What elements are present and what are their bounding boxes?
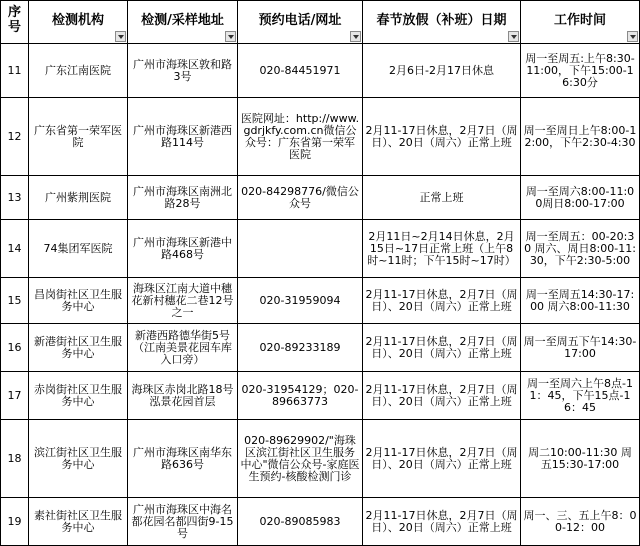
row-no: 15 <box>1 278 29 324</box>
header-addr: 检测/采样地址 <box>128 1 238 44</box>
row-holiday: 2月11-17日休息，2月7日（周日）、20日（周六）正常上班 <box>363 372 521 420</box>
header-holiday: 春节放假（补班）日期 <box>363 1 521 44</box>
header-no: 序号 <box>1 1 29 44</box>
row-hours: 周一至周六8:00-11:00周日8:00-17:00 <box>521 176 640 220</box>
row-holiday: 2月11-17日休息，2月7日（周日）、20日（周六）正常上班 <box>363 98 521 176</box>
row-holiday: 2月11-17日休息，2月7日（周日）、20日（周六）正常上班 <box>363 420 521 498</box>
row-contact: 020-84298776/微信公众号 <box>238 176 363 220</box>
table-row <box>1 420 640 498</box>
row-no: 18 <box>1 420 29 498</box>
table-row <box>1 278 640 324</box>
row-hours: 周一至周五14:30-17:00 周六8:00-11:30 <box>521 278 640 324</box>
row-no: 13 <box>1 176 29 220</box>
filter-dropdown-icon[interactable] <box>508 31 519 42</box>
header-org: 检测机构 <box>29 1 128 44</box>
row-org: 74集团军医院 <box>29 220 128 278</box>
row-no: 14 <box>1 220 29 278</box>
row-org: 昌岗街社区卫生服务中心 <box>29 278 128 324</box>
header-hours: 工作时间 <box>521 1 640 44</box>
filter-dropdown-icon[interactable] <box>350 31 361 42</box>
table-row <box>1 372 640 420</box>
row-org: 赤岗街社区卫生服务中心 <box>29 372 128 420</box>
row-addr: 广州市海珠区南洲北路28号 <box>128 176 238 220</box>
row-addr: 广州市海珠区敦和路3号 <box>128 44 238 98</box>
row-addr: 海珠区赤岗北路18号泓景花园首层 <box>128 372 238 420</box>
row-contact: 020-89233189 <box>238 324 363 372</box>
row-hours: 周一至周六上午8点-11：45，下午15点-16：45 <box>521 372 640 420</box>
row-hours: 周一至周五下午14:30-17:00 <box>521 324 640 372</box>
row-holiday: 2月11日~2月14日休息，2月15日~17日正常上班（上午8时~11时；下午15时~17时） <box>363 220 521 278</box>
table-row <box>1 176 640 220</box>
row-org: 素社街社区卫生服务中心 <box>29 498 128 546</box>
row-addr: 广州市海珠区新港西路114号 <box>128 98 238 176</box>
row-hours: 周一至周五：00-20:30 周六、周日8:00-11:30，下午2:30-5:00 <box>521 220 640 278</box>
table-row <box>1 220 640 278</box>
row-holiday: 2月11-17日休息，2月7日（周日）、20日（周六）正常上班 <box>363 278 521 324</box>
header-contact: 预约电话/网址 <box>238 1 363 44</box>
row-no: 19 <box>1 498 29 546</box>
row-holiday: 正常上班 <box>363 176 521 220</box>
row-contact: 020-31959094 <box>238 278 363 324</box>
row-holiday: 2月11-17日休息，2月7日（周日）、20日（周六）正常上班 <box>363 324 521 372</box>
row-no: 17 <box>1 372 29 420</box>
row-org: 新港街社区卫生服务中心 <box>29 324 128 372</box>
row-no: 16 <box>1 324 29 372</box>
row-addr: 广州市海珠区中海名都花园名都四街9-15号 <box>128 498 238 546</box>
row-contact: 020-89629902/"海珠区滨江街社区卫生服务中心"微信公众号-家庭医生预约-核酸检测门诊 <box>238 420 363 498</box>
row-addr: 海珠区江南大道中穗花新村穗花二巷12号之一 <box>128 278 238 324</box>
row-contact: 医院网址：http://www.gdrjkfy.com.cn微信公众号：广东省第一荣军医院 <box>238 98 363 176</box>
row-holiday: 2月6日-2月17日休息 <box>363 44 521 98</box>
filter-dropdown-icon[interactable] <box>115 31 126 42</box>
row-contact: 020-31954129；020-89663773 <box>238 372 363 420</box>
row-holiday: 2月11-17日休息，2月7日（周日）、20日（周六）正常上班 <box>363 498 521 546</box>
filter-dropdown-icon[interactable] <box>225 31 236 42</box>
row-hours: 周一至周日上午8:00-12:00，下午2:30-4:30 <box>521 98 640 176</box>
row-contact: 020-89085983 <box>238 498 363 546</box>
row-no: 12 <box>1 98 29 176</box>
row-addr: 广州市海珠区新港中路468号 <box>128 220 238 278</box>
row-org: 广东江南医院 <box>29 44 128 98</box>
row-addr: 广州市海珠区南华东路636号 <box>128 420 238 498</box>
row-org: 广州紫荆医院 <box>29 176 128 220</box>
row-org: 广东省第一荣军医院 <box>29 98 128 176</box>
table-row <box>1 44 640 98</box>
row-contact <box>238 220 363 278</box>
row-no: 11 <box>1 44 29 98</box>
row-contact: 020-84451971 <box>238 44 363 98</box>
row-hours: 周二10:00-11:30 周五15:30-17:00 <box>521 420 640 498</box>
table-row <box>1 498 640 546</box>
row-hours: 周一、三、五上午8：00-12：00 <box>521 498 640 546</box>
table-row <box>1 324 640 372</box>
table-row <box>1 98 640 176</box>
row-addr: 新港西路德华街5号（江南美景花园车库入口旁） <box>128 324 238 372</box>
header-row <box>1 1 640 44</box>
row-org: 滨江街社区卫生服务中心 <box>29 420 128 498</box>
filter-dropdown-icon[interactable] <box>627 31 638 42</box>
row-hours: 周一至周五:上午8:30-11:00，下午15:00-16:30分 <box>521 44 640 98</box>
